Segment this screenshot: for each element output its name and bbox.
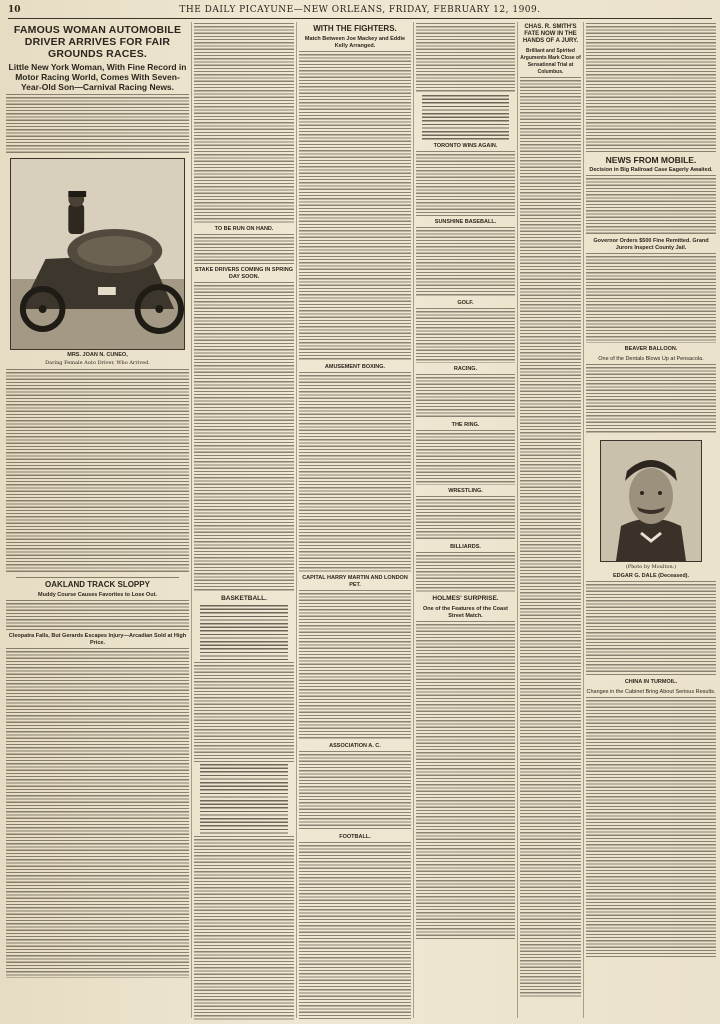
deck-governor: Governor Orders $500 Fine Remitted. Grand Jurors Inspect County Jail.	[593, 238, 709, 251]
deck-holmes: One of the Features of the Coast Street Match.	[423, 606, 508, 619]
article-text	[6, 648, 189, 978]
column-4	[416, 22, 515, 1020]
headline-billiards: BILLIARDS.	[450, 544, 481, 550]
column-rule	[583, 22, 584, 1018]
article-text	[520, 77, 581, 997]
deck-china: Changes in the Cabinet Bring About Serious Results.	[586, 689, 716, 695]
headline-basketball: BASKETBALL.	[221, 595, 267, 602]
article-text	[416, 430, 515, 485]
masthead-title: THE DAILY PICAYUNE—NEW ORLEANS, FRIDAY, FEBRUARY 12, 1909.	[179, 5, 541, 15]
column-rule	[191, 22, 192, 1018]
deck-mobile: Decision in Big Railroad Case Eagerly Awaited.	[589, 167, 713, 173]
article-text	[299, 372, 411, 572]
article-text	[416, 496, 515, 541]
deck-cleopatra: Cleopatra Falls, But Gerards Escapes Injury—Arcadian Sold at High Price.	[8, 633, 187, 646]
headline-mobile: NEWS FROM MOBILE.	[605, 155, 697, 165]
article-text	[299, 842, 411, 1020]
column-rule	[517, 22, 518, 1018]
article-text	[194, 836, 294, 1020]
car-illustration	[11, 159, 184, 349]
basketball-table	[200, 605, 288, 660]
subhead-smith-trial: Brilliant and Spirited Arguments Mark Close of Sensational Trial at Columbus.	[520, 48, 581, 75]
deck-football: FOOTBALL.	[339, 834, 371, 840]
article-text	[194, 23, 294, 223]
deck-hand: TO BE RUN ON HAND.	[214, 226, 274, 232]
article-text	[299, 51, 411, 361]
article-text	[6, 94, 189, 154]
photo-caption: MRS. JOAN N. CUNEO,	[67, 352, 128, 358]
article-text	[194, 282, 294, 592]
headline-beaver-balloon: BEAVER BALLOON.	[624, 346, 678, 352]
column-5	[520, 22, 581, 1020]
article-text	[416, 552, 515, 592]
photo-subcaption: Daring Female Auto Driver, Who Arrived.	[45, 360, 150, 366]
column-rule	[296, 22, 297, 1018]
article-text	[586, 364, 716, 434]
deck-oakland-track: Muddy Course Causes Favorites to Lose Out.	[38, 592, 157, 598]
photo-credit: (Photo by Moulton.)	[625, 564, 677, 570]
headline-holmes: HOLMES' SURPRISE.	[432, 595, 499, 602]
article-text	[586, 697, 716, 957]
headline-sunshine-baseball: SUNSHINE BASEBALL.	[434, 219, 497, 225]
subhead-automobile-driver: Little New York Woman, With Fine Record in Motor Racing World, Comes With Seven-Year-Old Son—Carnival Racing News.	[8, 62, 187, 92]
article-text	[416, 151, 515, 216]
article-text	[416, 621, 515, 941]
article-text	[416, 23, 515, 93]
photo-caption: EDGAR G. DALE (Deceased).	[612, 573, 690, 579]
photo-edgar-dale	[600, 440, 702, 562]
headline-china: CHINA IN TURMOIL.	[624, 679, 678, 685]
article-text	[416, 227, 515, 297]
headline-smith-trial: CHAS. R. SMITH'S FATE NOW IN THE HANDS OF A JURY.	[522, 24, 579, 44]
deck-beaver-balloon: One of the Dentals Blows Up at Pensacola.	[598, 356, 704, 362]
article-text	[586, 175, 716, 235]
bowling-table	[422, 95, 509, 140]
deck-association: ASSOCIATION A. C.	[329, 743, 381, 749]
deck-amusement-boxing: AMUSEMENT BOXING.	[324, 364, 386, 370]
column-6	[586, 22, 716, 1020]
column-rule	[413, 22, 414, 1018]
portrait-illustration	[601, 441, 701, 561]
article-text	[299, 590, 411, 740]
page-number: 10	[8, 5, 21, 15]
article-text	[586, 581, 716, 676]
article-text	[586, 23, 716, 153]
headline-fighters: WITH THE FIGHTERS.	[313, 24, 397, 33]
article-text	[299, 751, 411, 831]
headline-stake-drivers: STAKE DRIVERS COMING IN SPRING DAY SOON.	[195, 267, 293, 280]
headline-racing: RACING.	[453, 366, 478, 372]
article-text	[416, 308, 515, 363]
headline-oakland-track: OAKLAND TRACK SLOPPY	[45, 580, 150, 589]
deck-harry-martin: CAPITAL HARRY MARTIN AND LONDON PET.	[302, 575, 408, 588]
standings-table	[200, 764, 288, 834]
headline-automobile-driver: FAMOUS WOMAN AUTOMOBILE DRIVER ARRIVES FOR FAIR GROUNDS RACES.	[13, 24, 182, 60]
column-1	[6, 22, 189, 1020]
headline-golf: GOLF.	[457, 300, 474, 306]
article-text	[194, 234, 294, 264]
article-text	[6, 369, 189, 574]
deck-fighters: Match Between Joe Mackey and Eddie Kelly Arranged.	[304, 36, 406, 49]
photo-automobile-driver	[10, 158, 185, 350]
article-text	[194, 662, 294, 762]
column-3	[299, 22, 411, 1020]
article-text	[416, 374, 515, 419]
headline-toronto: TORONTO WINS AGAIN.	[433, 143, 498, 149]
article-text	[6, 600, 189, 630]
column-2	[194, 22, 294, 1020]
headline-wrestling: WRESTLING.	[448, 488, 483, 494]
headline-ring: THE RING.	[451, 422, 480, 428]
article-text	[586, 253, 716, 343]
masthead	[8, 2, 712, 19]
